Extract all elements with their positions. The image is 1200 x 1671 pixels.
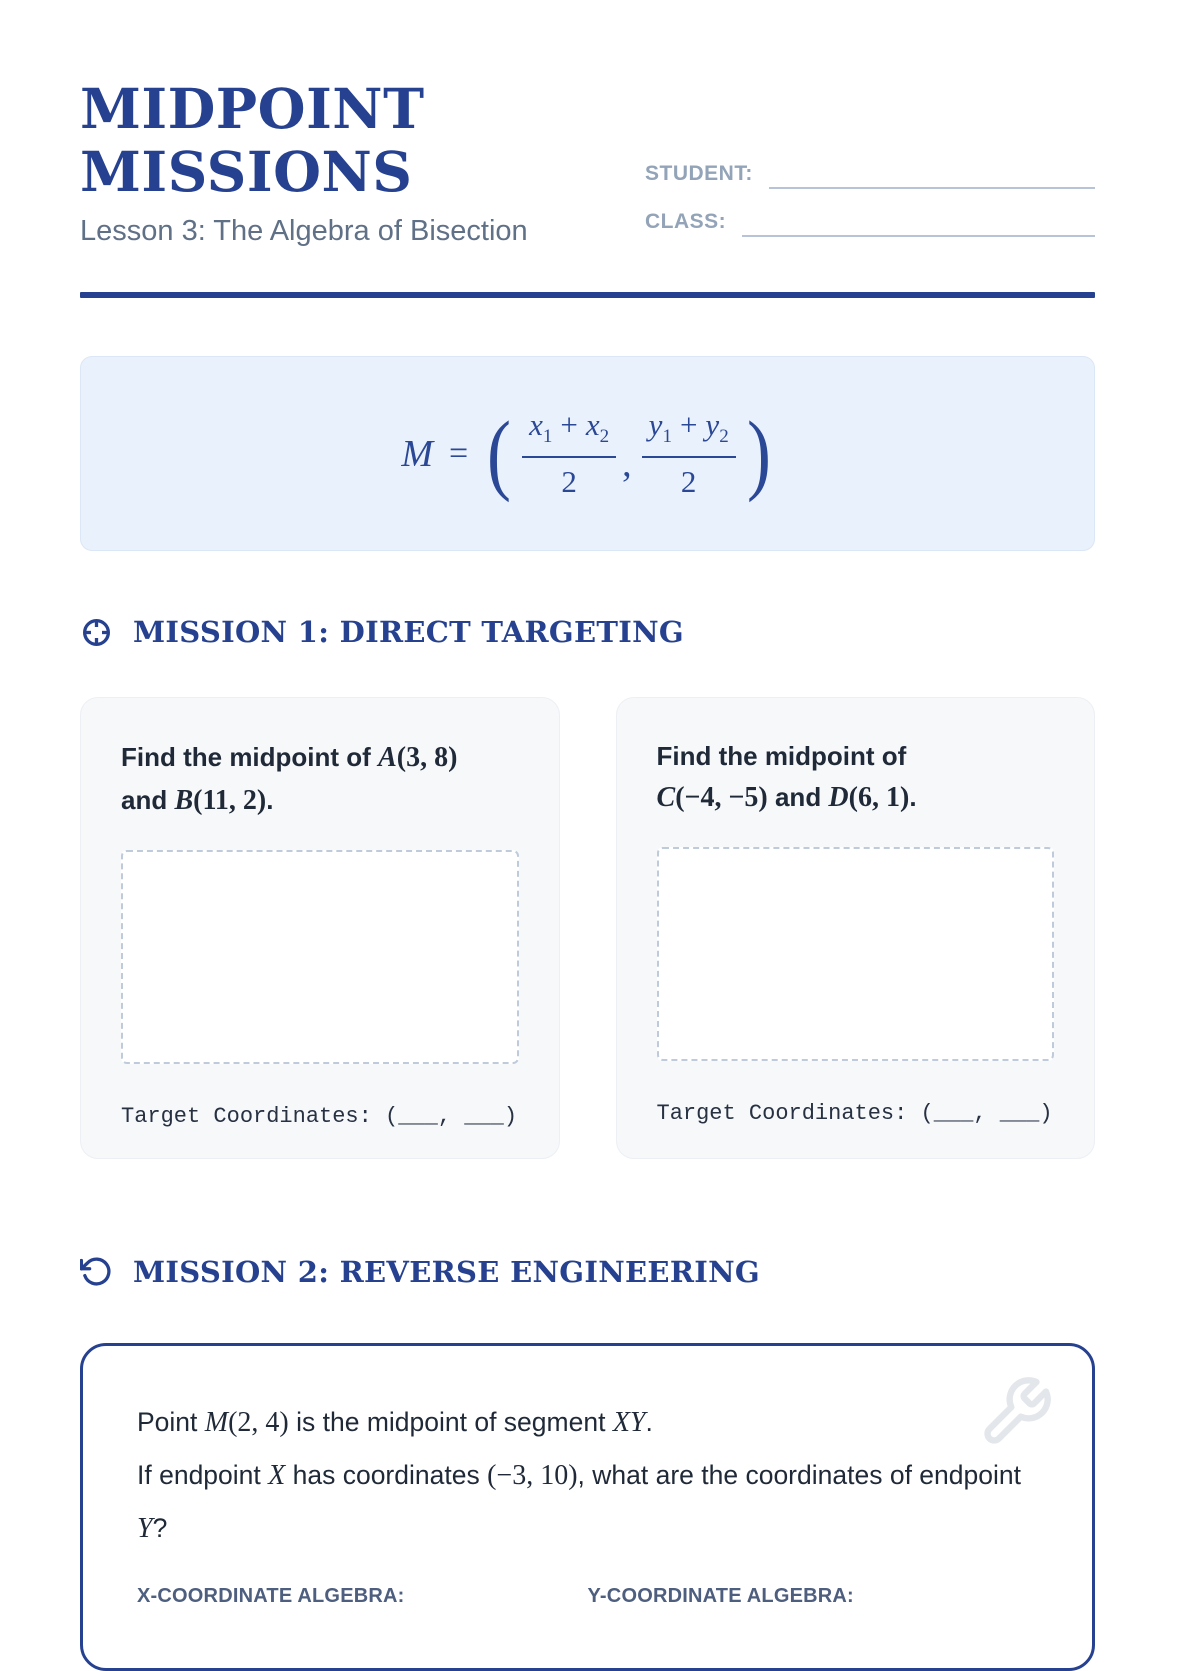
y2-sub: 2 <box>719 426 729 448</box>
target-coordinates-line-2: Target Coordinates: (___, ___) <box>656 1100 1053 1126</box>
prompt-text: and <box>121 785 175 816</box>
problem-2-prompt <box>657 736 1055 820</box>
mission-1-header <box>80 615 1095 649</box>
prompt-text: Find the midpoint of <box>656 741 907 771</box>
y1-sub: 1 <box>662 426 672 448</box>
segment-xy-var: XY <box>612 1406 646 1438</box>
class-field <box>645 210 1095 234</box>
student-info-fields <box>645 78 1095 258</box>
point-d-coords: (6, 1) <box>848 782 910 814</box>
header <box>80 78 1095 258</box>
mission-2-statement-line2 <box>137 1449 1038 1555</box>
y-coordinate-algebra-label: Y-COORDINATE ALGEBRA: <box>587 1585 854 1608</box>
y-fraction-numerator <box>642 407 736 458</box>
close-paren: ) <box>746 403 771 503</box>
mission-1-heading: MISSION 1: DIRECT TARGETING <box>133 615 684 649</box>
point-b-coords: (11, 2) <box>193 785 267 817</box>
header-title-block <box>80 78 645 248</box>
rotate-ccw-icon <box>80 1255 113 1288</box>
page-title-line2: MISSIONS <box>80 138 413 204</box>
class-label: CLASS: <box>645 210 727 233</box>
page-title <box>80 78 645 203</box>
endpoint-x-coords: (−3, 10) <box>487 1460 578 1492</box>
mission-2-heading: MISSION 2: REVERSE ENGINEERING <box>133 1254 760 1289</box>
x2-var: x <box>585 406 600 442</box>
work-area-2[interactable] <box>657 847 1055 1061</box>
target-icon <box>80 616 113 649</box>
y-fraction <box>642 407 736 500</box>
student-label: STUDENT: <box>645 162 753 185</box>
endpoint-y-var: Y <box>137 1513 153 1545</box>
mission-2-header <box>80 1255 1095 1289</box>
prompt-text: Find the midpoint of <box>121 742 379 772</box>
work-area-1[interactable] <box>121 850 519 1064</box>
statement-text: ? <box>152 1513 168 1544</box>
x-coordinate-algebra-column <box>137 1585 588 1608</box>
student-input-line[interactable] <box>769 187 1095 189</box>
plus-op: + <box>560 406 578 442</box>
y-coordinate-algebra-column <box>588 1585 1039 1608</box>
statement-text: If endpoint <box>137 1460 269 1491</box>
page-title-line1: MIDPOINT <box>80 76 425 141</box>
x-fraction <box>522 407 616 500</box>
x2-sub: 2 <box>599 426 610 448</box>
mission-2-statement-line1 <box>137 1396 1038 1449</box>
y2-var: y <box>705 406 720 442</box>
statement-text: Point <box>137 1406 205 1437</box>
target-coordinates-line-1: Target Coordinates: (___, ___) <box>121 1103 518 1129</box>
statement-text: is the midpoint of segment <box>288 1406 613 1437</box>
formula-box <box>80 356 1095 551</box>
problem-card-1 <box>80 697 560 1159</box>
class-input-line[interactable] <box>742 235 1095 237</box>
mission-1-cards <box>80 697 1095 1159</box>
point-m-var: M <box>204 1406 229 1438</box>
x-fraction-numerator <box>522 407 616 458</box>
point-m-coords: (2, 4) <box>228 1406 289 1438</box>
mission-2-problem-box <box>80 1343 1095 1671</box>
x1-sub: 1 <box>542 426 553 448</box>
point-a-var: A <box>378 742 397 773</box>
point-c-var: C <box>656 782 676 814</box>
midpoint-formula <box>401 403 773 503</box>
plus-op: + <box>679 406 698 442</box>
y1-var: y <box>648 406 663 442</box>
point-a-coords: (3, 8) <box>396 742 458 773</box>
endpoint-x-var: X <box>268 1460 286 1492</box>
header-divider <box>80 292 1095 298</box>
statement-text: . <box>645 1406 653 1437</box>
x-coordinate-algebra-label: X-COORDINATE ALGEBRA: <box>137 1585 405 1608</box>
wrench-icon <box>978 1374 1054 1450</box>
formula-equals: = <box>448 434 469 472</box>
algebra-labels-row <box>137 1585 1038 1608</box>
lesson-subtitle: Lesson 3: The Algebra of Bisection <box>80 215 528 248</box>
point-c-coords: (−4, −5) <box>675 782 768 814</box>
statement-text: , what are the coordinates of endpoint <box>577 1460 1021 1491</box>
x1-var: x <box>529 406 543 442</box>
point-d-var: D <box>828 782 849 814</box>
open-paren: ( <box>487 403 512 503</box>
formula-comma: , <box>622 443 632 486</box>
problem-1-prompt <box>121 736 519 823</box>
formula-lhs: M <box>401 432 433 475</box>
statement-text: has coordinates <box>285 1460 488 1491</box>
problem-card-2 <box>616 697 1096 1159</box>
point-b-var: B <box>174 785 194 817</box>
prompt-text: and <box>767 782 829 813</box>
x-fraction-denominator: 2 <box>561 464 577 500</box>
student-field <box>645 162 1095 186</box>
y-fraction-denominator: 2 <box>680 464 697 500</box>
prompt-text: . <box>266 785 274 816</box>
prompt-text: . <box>909 782 917 813</box>
